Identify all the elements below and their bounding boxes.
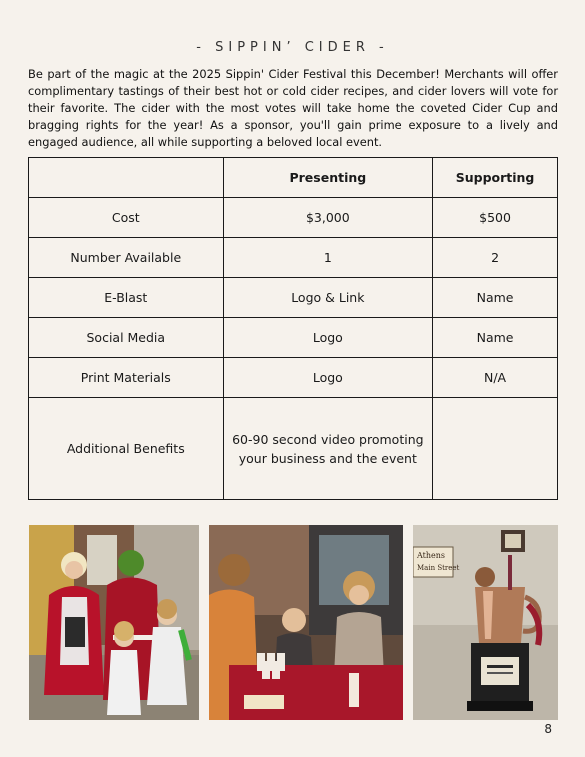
presenting-value: Logo bbox=[223, 358, 433, 398]
page-number: 8 bbox=[544, 722, 552, 736]
sponsorship-table bbox=[28, 157, 558, 500]
table-row bbox=[29, 358, 558, 398]
header-presenting: Presenting bbox=[223, 158, 433, 198]
supporting-value: $500 bbox=[433, 198, 558, 238]
supporting-value: 2 bbox=[433, 238, 558, 278]
table-row bbox=[29, 398, 558, 500]
table-row bbox=[29, 318, 558, 358]
photo-cider-tasting bbox=[209, 525, 403, 720]
presenting-value: 1 bbox=[223, 238, 433, 278]
presenting-value: $3,000 bbox=[223, 198, 433, 238]
photo-cider-cup-trophy bbox=[413, 525, 558, 720]
supporting-value: Name bbox=[433, 318, 558, 358]
table-header-row bbox=[29, 158, 558, 198]
header-blank bbox=[29, 158, 224, 198]
sign-text-athens: Athens bbox=[417, 551, 445, 560]
row-label: Cost bbox=[29, 198, 224, 238]
supporting-value: Name bbox=[433, 278, 558, 318]
intro-paragraph: Be part of the magic at the 2025 Sippin' Cider Festival this December! Merchants will offer complimentary tastings of their best hot or cold cider recipes, and cider lovers will vote for their favorite. The cider with the most votes will take home the coveted Cider Cup and bragging rights for the year! As a sponsor, you'll gain prime exposure to a lively and engaged audience, all while supporting a beloved local event. bbox=[28, 67, 558, 149]
row-label: E-Blast bbox=[29, 278, 224, 318]
row-label: Number Available bbox=[29, 238, 224, 278]
table-row bbox=[29, 198, 558, 238]
presenting-value: 60-90 second video promoting your business and the event bbox=[223, 398, 433, 500]
row-label: Social Media bbox=[29, 318, 224, 358]
presenting-value: Logo & Link bbox=[223, 278, 433, 318]
presenting-value: Logo bbox=[223, 318, 433, 358]
supporting-value: N/A bbox=[433, 358, 558, 398]
table-row bbox=[29, 278, 558, 318]
supporting-value bbox=[433, 398, 558, 500]
sign-text-main-street: Main Street bbox=[417, 564, 460, 572]
photo-costumed-characters bbox=[29, 525, 199, 720]
row-label: Additional Benefits bbox=[29, 398, 224, 500]
section-heading: - SIPPIN’ CIDER - bbox=[196, 40, 389, 55]
row-label: Print Materials bbox=[29, 358, 224, 398]
header-supporting: Supporting bbox=[433, 158, 558, 198]
table-row bbox=[29, 238, 558, 278]
